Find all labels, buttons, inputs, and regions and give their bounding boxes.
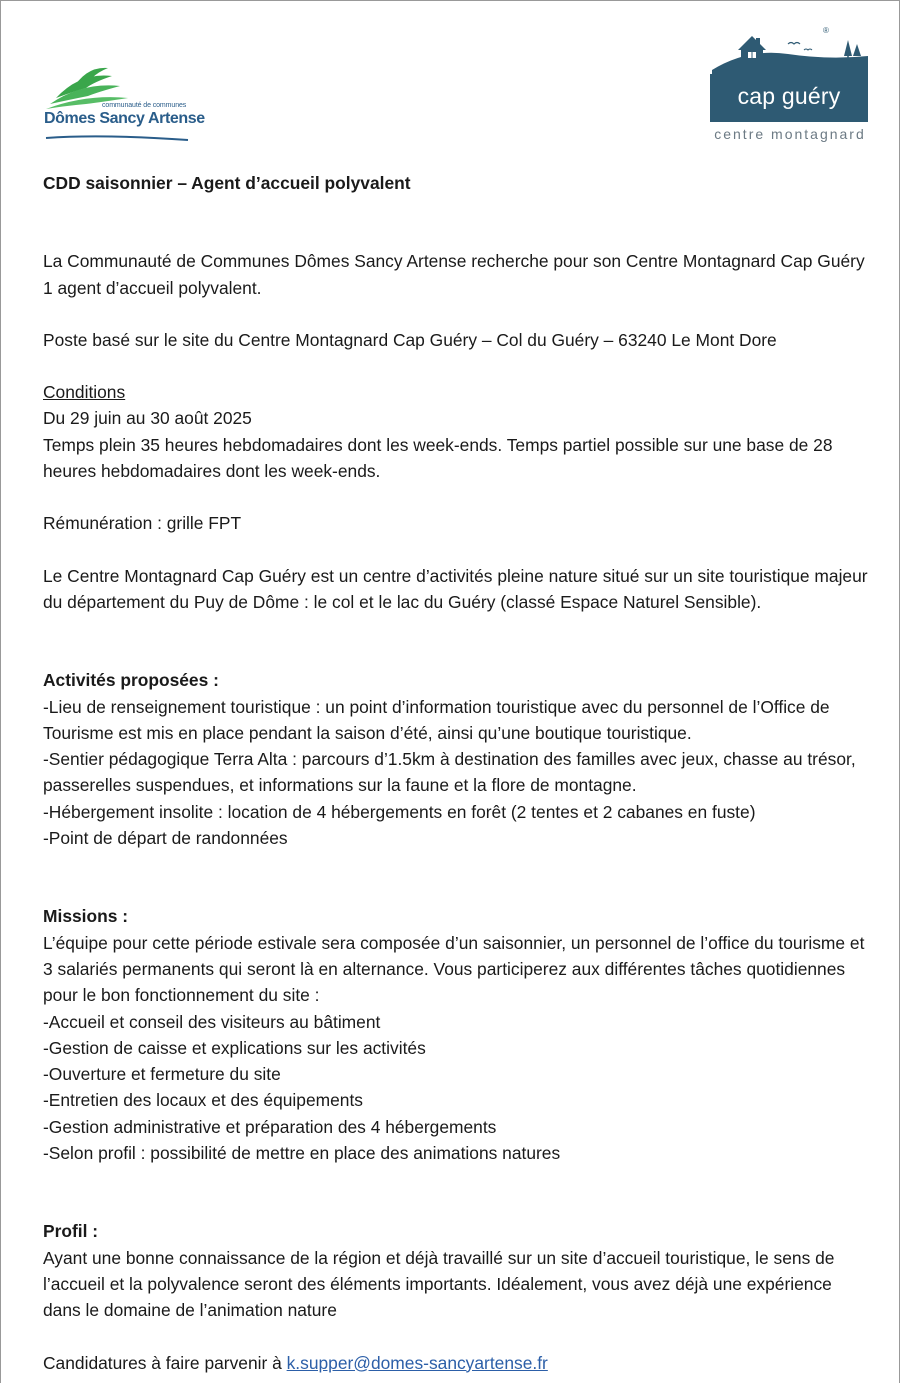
- intro-paragraph: La Communauté de Communes Dômes Sancy Artense recherche pour son Centre Montagnard Cap Guéry 1 agent d’accueil polyvalent.: [43, 251, 865, 298]
- centre-description: Le Centre Montagnard Cap Guéry est un centre d’activités pleine nature situé sur un site touristique majeur du département du Puy de Dôme : le col et le lac du Guéry (classé Espace Naturel Sensible).: [43, 565, 868, 612]
- cap-guery-name: cap guéry: [737, 83, 841, 109]
- logo-left-small-text: communauté de communes: [102, 102, 187, 109]
- list-item: -Gestion de caisse et explications sur les activités: [43, 1037, 426, 1058]
- document-body: [43, 170, 873, 1376]
- list-item: -Sentier pédagogique Terra Alta : parcours d’1.5km à destination des familles avec jeux, chasse au trésor, passerelles suspendues, et informations sur la faune et la flore de montagne.: [43, 749, 856, 796]
- conditions-heading: Conditions: [43, 382, 126, 403]
- activites-heading: Activités proposées :: [43, 670, 219, 691]
- cap-guery-logo: [708, 26, 873, 148]
- conditions-hours: Temps plein 35 heures hebdomadaires dont les week-ends. Temps partiel possible sur une base de 28 heures hebdomadaires dont les week-ends.: [43, 434, 833, 482]
- candidatures-line: [43, 1350, 873, 1376]
- list-item: -Accueil et conseil des visiteurs au bâtiment: [43, 1011, 381, 1032]
- list-item: -Lieu de renseignement touristique : un point d’information touristique avec du personnel de l’Office de Tourisme est mis en place pendant la saison d’été, ainsi qu’une boutique touristique.: [43, 696, 830, 743]
- conditions-dates: Du 29 juin au 30 août 2025: [43, 408, 252, 429]
- logo-left-big-text: Dômes Sancy Artense: [44, 110, 205, 127]
- remuneration: Rémunération : grille FPT: [43, 513, 242, 534]
- list-item: -Selon profil : possibilité de mettre en place des animations natures: [43, 1143, 561, 1164]
- profil-heading: Profil :: [43, 1221, 99, 1242]
- list-item: -Entretien des locaux et des équipements: [43, 1090, 363, 1111]
- candidatures-label: Candidatures à faire parvenir à: [43, 1352, 287, 1373]
- registered-mark: ®: [823, 26, 829, 35]
- list-item: -Ouverture et fermeture du site: [43, 1064, 281, 1085]
- missions-heading: Missions :: [43, 906, 129, 927]
- list-item: -Point de départ de randonnées: [43, 828, 288, 849]
- location-paragraph: Poste basé sur le site du Centre Montagnard Cap Guéry – Col du Guéry – 63240 Le Mont Dore: [43, 329, 777, 350]
- cap-guery-subtitle: centre montagnard: [714, 126, 866, 142]
- profil-text: Ayant une bonne connaissance de la région et déjà travaillé sur un site d’accueil touristique, le sens de l’accueil et la polyvalence seront des éléments importants. Idéalement, vous avez déjà une expérience dans le domaine de l’animation nature: [43, 1247, 835, 1321]
- mountain-cabin-icon: [708, 26, 873, 76]
- missions-intro: L’équipe pour cette période estivale sera composée d’un saisonnier, un personnel de l’office du tourisme et 3 salariés permanents qui seront là en alternance. Vous participerez aux différentes tâches quotidiennes pour le bon fonctionnement du site :: [43, 932, 865, 1006]
- email-link[interactable]: k.supper@domes-sancyartense.fr: [286, 1352, 548, 1373]
- list-item: -Gestion administrative et préparation des 4 hébergements: [43, 1116, 497, 1137]
- job-title: CDD saisonnier – Agent d’accueil polyvalent: [43, 173, 411, 193]
- list-item: -Hébergement insolite : location de 4 hébergements en forêt (2 tentes et 2 cabanes en fuste): [43, 801, 756, 822]
- domes-sancy-artense-logo: [42, 64, 205, 144]
